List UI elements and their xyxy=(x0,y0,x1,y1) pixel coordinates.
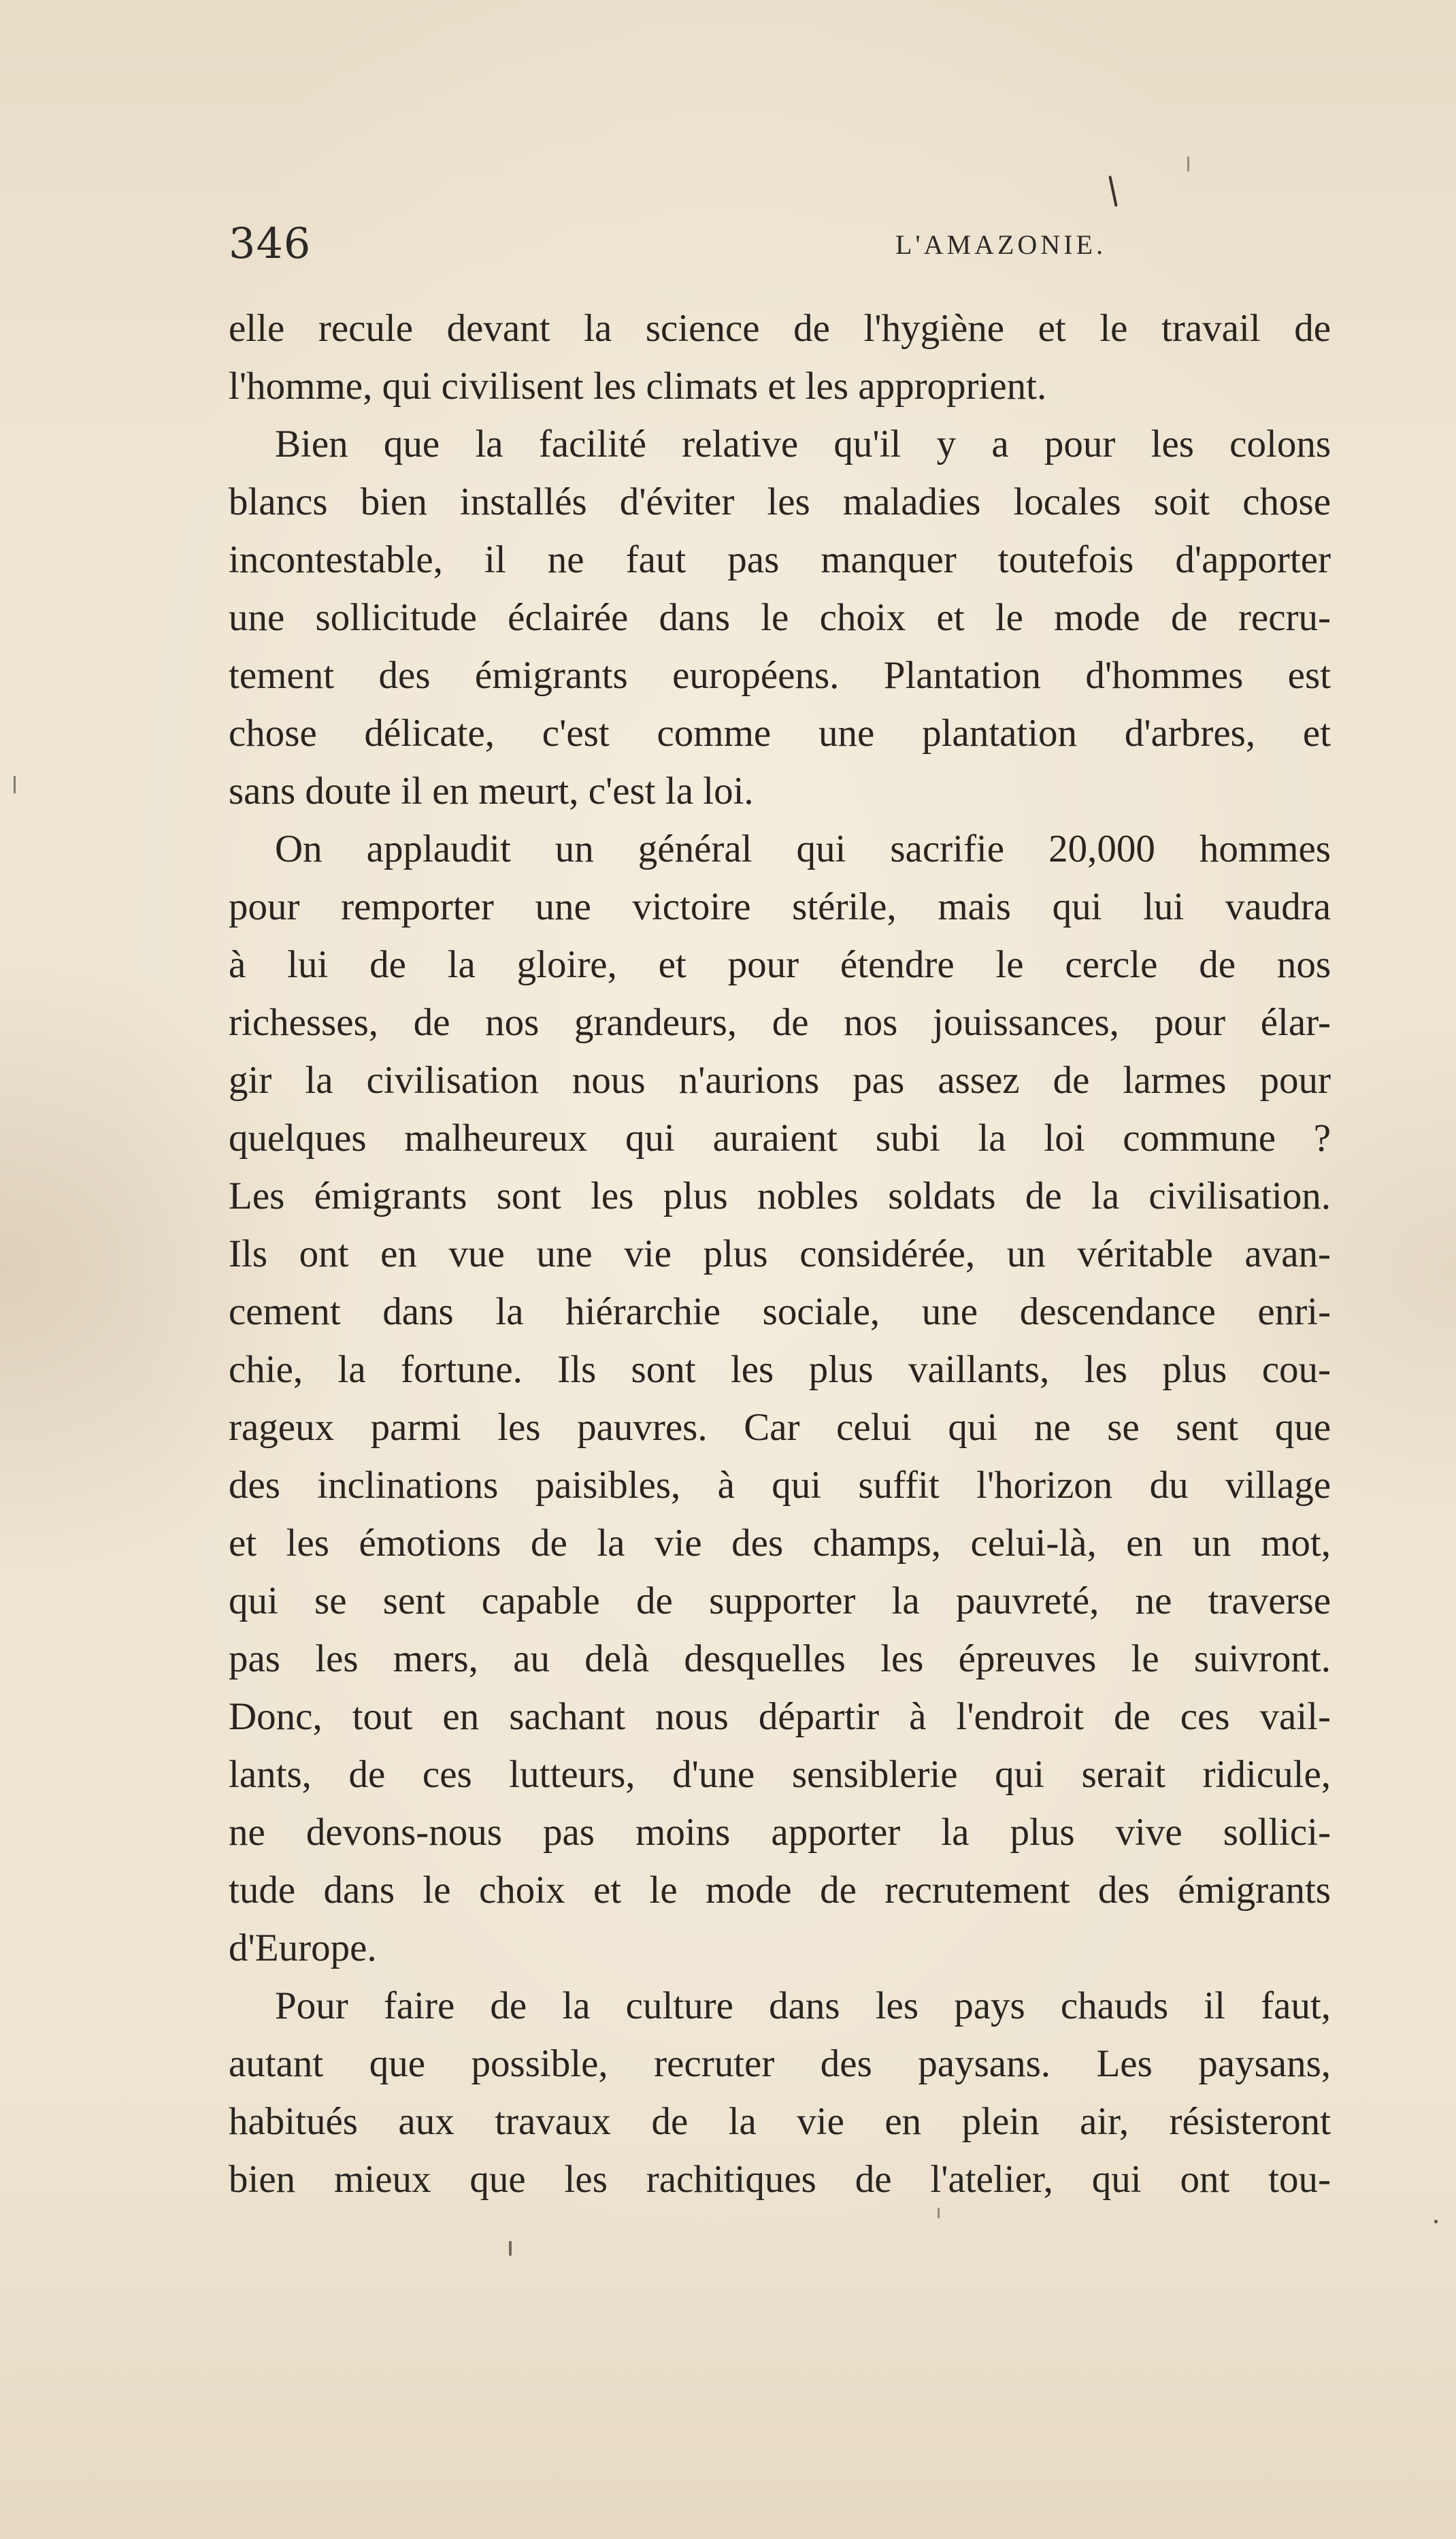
text-line: On applaudit un général qui sacrifie 20,000 hommes xyxy=(275,828,1331,870)
text-line: sans doute il en meurt, c'est la loi. xyxy=(229,770,754,813)
text-line: Ils ont en vue une vie plus considérée, un véritable avan- xyxy=(229,1232,1331,1275)
text-line: rageux parmi les pauvres. Car celui qui ne se sent que xyxy=(229,1406,1331,1449)
text-line: des inclinations paisibles, à qui suffit l'horizon du village xyxy=(229,1464,1331,1507)
text-line: et les émotions de la vie des champs, celui-là, en un mot, xyxy=(229,1522,1331,1565)
text-line: Donc, tout en sachant nous départir à l'endroit de ces vail- xyxy=(229,1695,1331,1738)
text-line: Les émigrants sont les plus nobles soldats de la civilisation. xyxy=(229,1175,1331,1217)
text-line: quelques malheureux qui auraient subi la loi commune ? xyxy=(229,1117,1331,1160)
text-line: chie, la fortune. Ils sont les plus vaillants, les plus cou- xyxy=(229,1348,1331,1391)
text-line: qui se sent capable de supporter la pauvreté, ne traverse xyxy=(229,1579,1331,1622)
paper-speck xyxy=(1108,176,1117,207)
page-number: 346 xyxy=(229,218,312,268)
text-line: cement dans la hiérarchie sociale, une descendance enri- xyxy=(229,1290,1331,1333)
text-line: pour remporter une victoire stérile, mais qui lui vaudra xyxy=(229,885,1331,928)
text-line: blancs bien installés d'éviter les maladies locales soit chose xyxy=(229,480,1331,523)
text-line: lants, de ces lutteurs, d'une sensiblerie qui serait ridicule, xyxy=(229,1753,1331,1796)
text-line: tement des émigrants européens. Plantation d'hommes est xyxy=(229,654,1331,697)
page-header xyxy=(229,216,1331,271)
text-line: autant que possible, recruter des paysans. Les paysans, xyxy=(229,2042,1331,2085)
text-line: incontestable, il ne faut pas manquer toutefois d'apporter xyxy=(229,538,1331,581)
paper-speck xyxy=(14,776,16,793)
text-line: richesses, de nos grandeurs, de nos jouissances, pour élar- xyxy=(229,1001,1331,1044)
text-line: chose délicate, c'est comme une plantation d'arbres, et xyxy=(229,712,1331,755)
paper-speck xyxy=(509,2241,512,2256)
text-line: habitués aux travaux de la vie en plein air, résisteront xyxy=(229,2100,1331,2143)
text-line: d'Europe. xyxy=(229,1927,377,1969)
paper-speck xyxy=(1434,2220,1438,2223)
body-text xyxy=(229,299,1331,2208)
text-line: elle recule devant la science de l'hygiène et le travail de xyxy=(229,307,1331,350)
text-line: ne devons-nous pas moins apporter la plus vive sollici- xyxy=(229,1811,1331,1854)
text-line: tude dans le choix et le mode de recrutement des émigrants xyxy=(229,1869,1331,1912)
text-line: gir la civilisation nous n'aurions pas assez de larmes pour xyxy=(229,1059,1331,1102)
text-line: l'homme, qui civilisent les climats et les approprient. xyxy=(229,365,1047,408)
text-line: une sollicitude éclairée dans le choix et le mode de recru- xyxy=(229,596,1331,639)
paper-speck xyxy=(938,2208,940,2218)
text-line: Pour faire de la culture dans les pays chauds il faut, xyxy=(275,1984,1331,2027)
running-title: L'AMAZONIE. xyxy=(895,229,1106,260)
paper-speck xyxy=(1187,157,1189,171)
text-line: bien mieux que les rachitiques de l'atelier, qui ont tou- xyxy=(229,2158,1331,2201)
text-line: Bien que la facilité relative qu'il y a pour les colons xyxy=(275,423,1331,465)
text-line: pas les mers, au delà desquelles les épreuves le suivront. xyxy=(229,1637,1331,1680)
text-line: à lui de la gloire, et pour étendre le cercle de nos xyxy=(229,943,1331,986)
